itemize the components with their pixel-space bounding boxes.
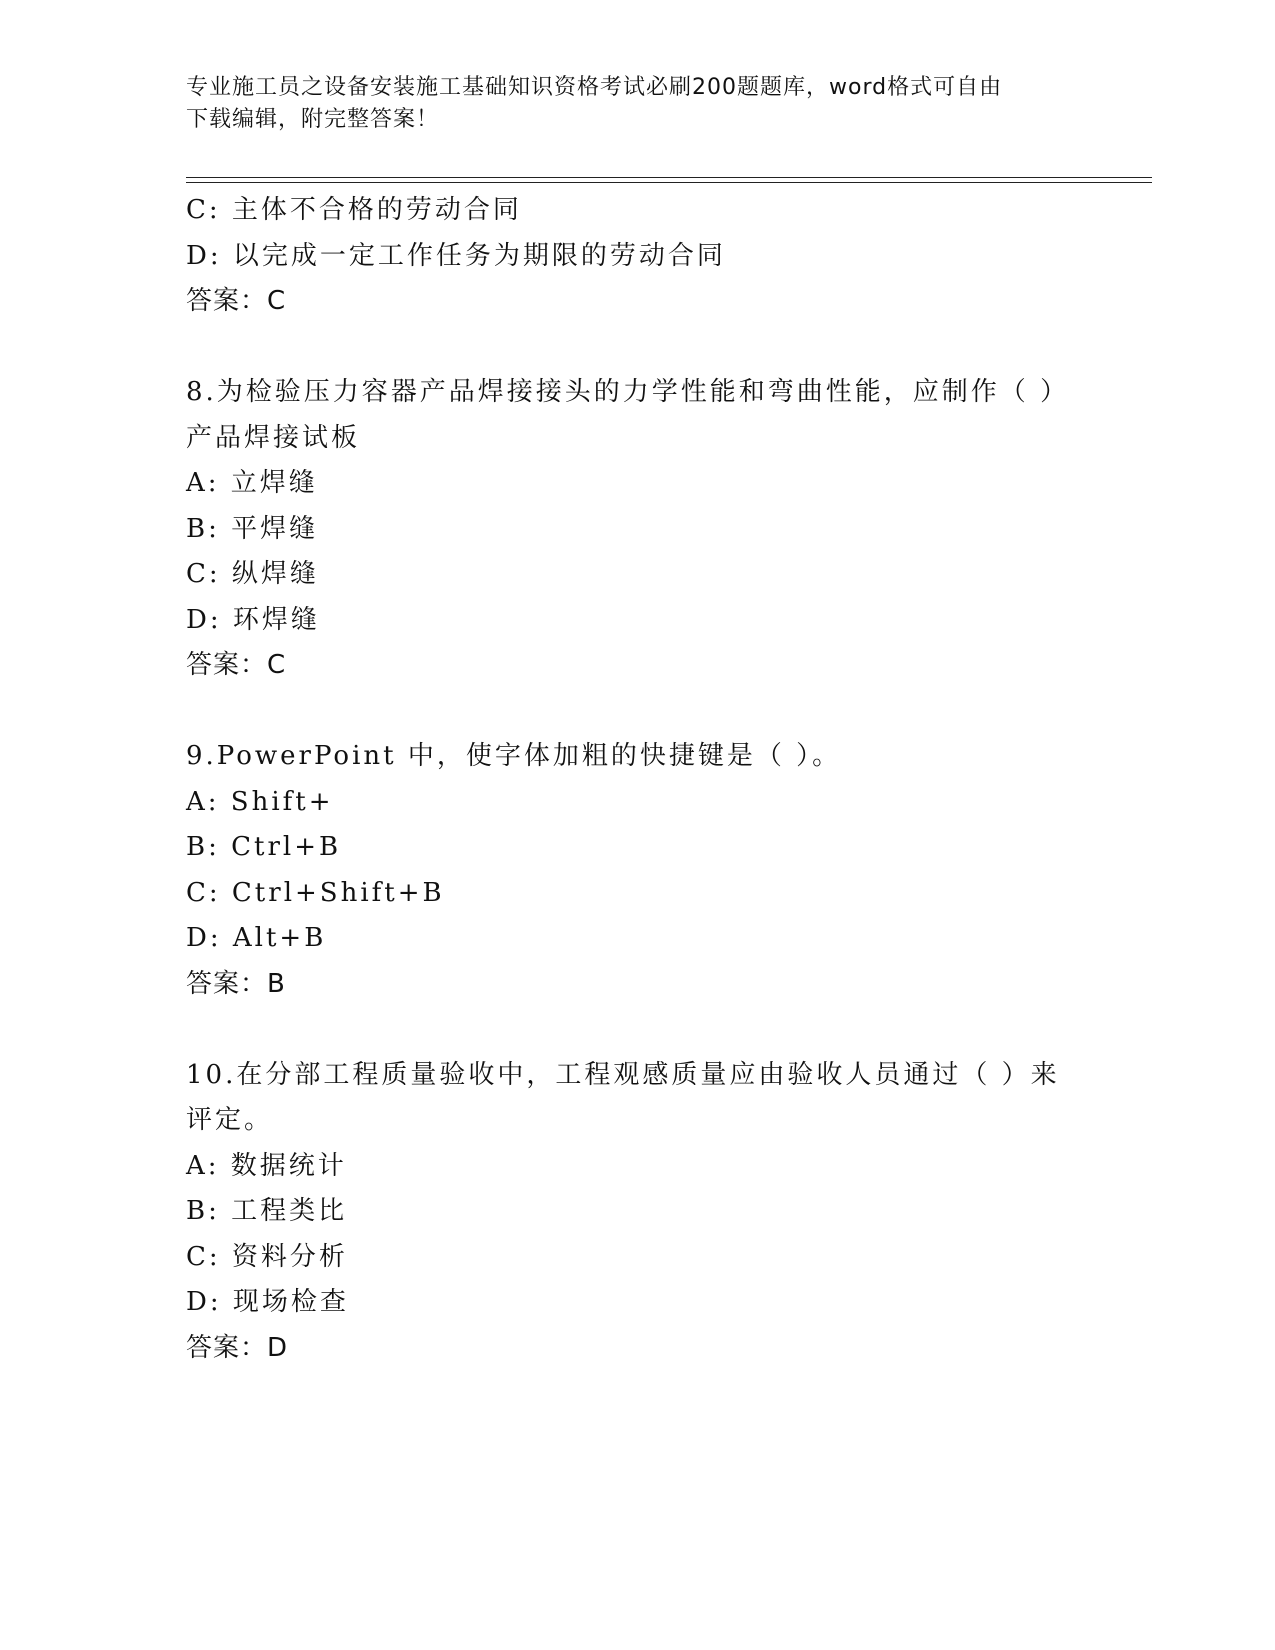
header-line-2: 下载编辑，附完整答案！ xyxy=(186,107,440,132)
question-stem-continued: 产品焊接试板 xyxy=(186,422,361,453)
option-c: C: 主体不合格的劳动合同 xyxy=(186,195,522,225)
option-d: D: 现场检查 xyxy=(186,1287,349,1317)
question-stem: 9.PowerPoint 中，使字体加粗的快捷键是（ ）。 xyxy=(186,741,842,771)
option-c: C: 纵焊缝 xyxy=(186,559,319,589)
document-header xyxy=(186,72,1066,136)
option-d: D: 以完成一定工作任务为期限的劳动合同 xyxy=(186,240,726,271)
spacer xyxy=(186,689,1086,735)
spacer xyxy=(186,1007,1086,1053)
header-rule-bottom xyxy=(186,182,1152,183)
answer: 答案：B xyxy=(186,968,286,999)
option-d: D: Alt+B xyxy=(186,923,327,953)
option-c: C: 资料分析 xyxy=(186,1241,348,1272)
option-b: B: 平焊缝 xyxy=(186,513,319,544)
document-body xyxy=(186,188,1086,1371)
option-a: A: 立焊缝 xyxy=(186,468,318,498)
question-stem: 10.在分部工程质量验收中，工程观感质量应由验收人员通过（ ）来 xyxy=(186,1059,1060,1090)
header-rule-top xyxy=(186,177,1152,178)
option-a: A: Shift+ xyxy=(186,786,334,817)
answer: 答案：C xyxy=(186,650,287,680)
answer: 答案：D xyxy=(186,1332,289,1363)
question-stem-continued: 评定。 xyxy=(186,1105,274,1135)
option-b: B: Ctrl+B xyxy=(186,832,342,862)
option-c: C: Ctrl+Shift+B xyxy=(186,877,445,908)
option-d: D: 环焊缝 xyxy=(186,604,320,635)
option-b: B: 工程类比 xyxy=(186,1196,348,1226)
option-a: A: 数据统计 xyxy=(186,1150,347,1181)
header-line-1: 专业施工员之设备安装施工基础知识资格考试必刷200题题库，word格式可自由 xyxy=(186,75,1003,100)
answer: 答案：C xyxy=(186,286,287,316)
question-stem: 8.为检验压力容器产品焊接接头的力学性能和弯曲性能，应制作（ ） xyxy=(186,377,1070,407)
spacer xyxy=(186,325,1086,371)
